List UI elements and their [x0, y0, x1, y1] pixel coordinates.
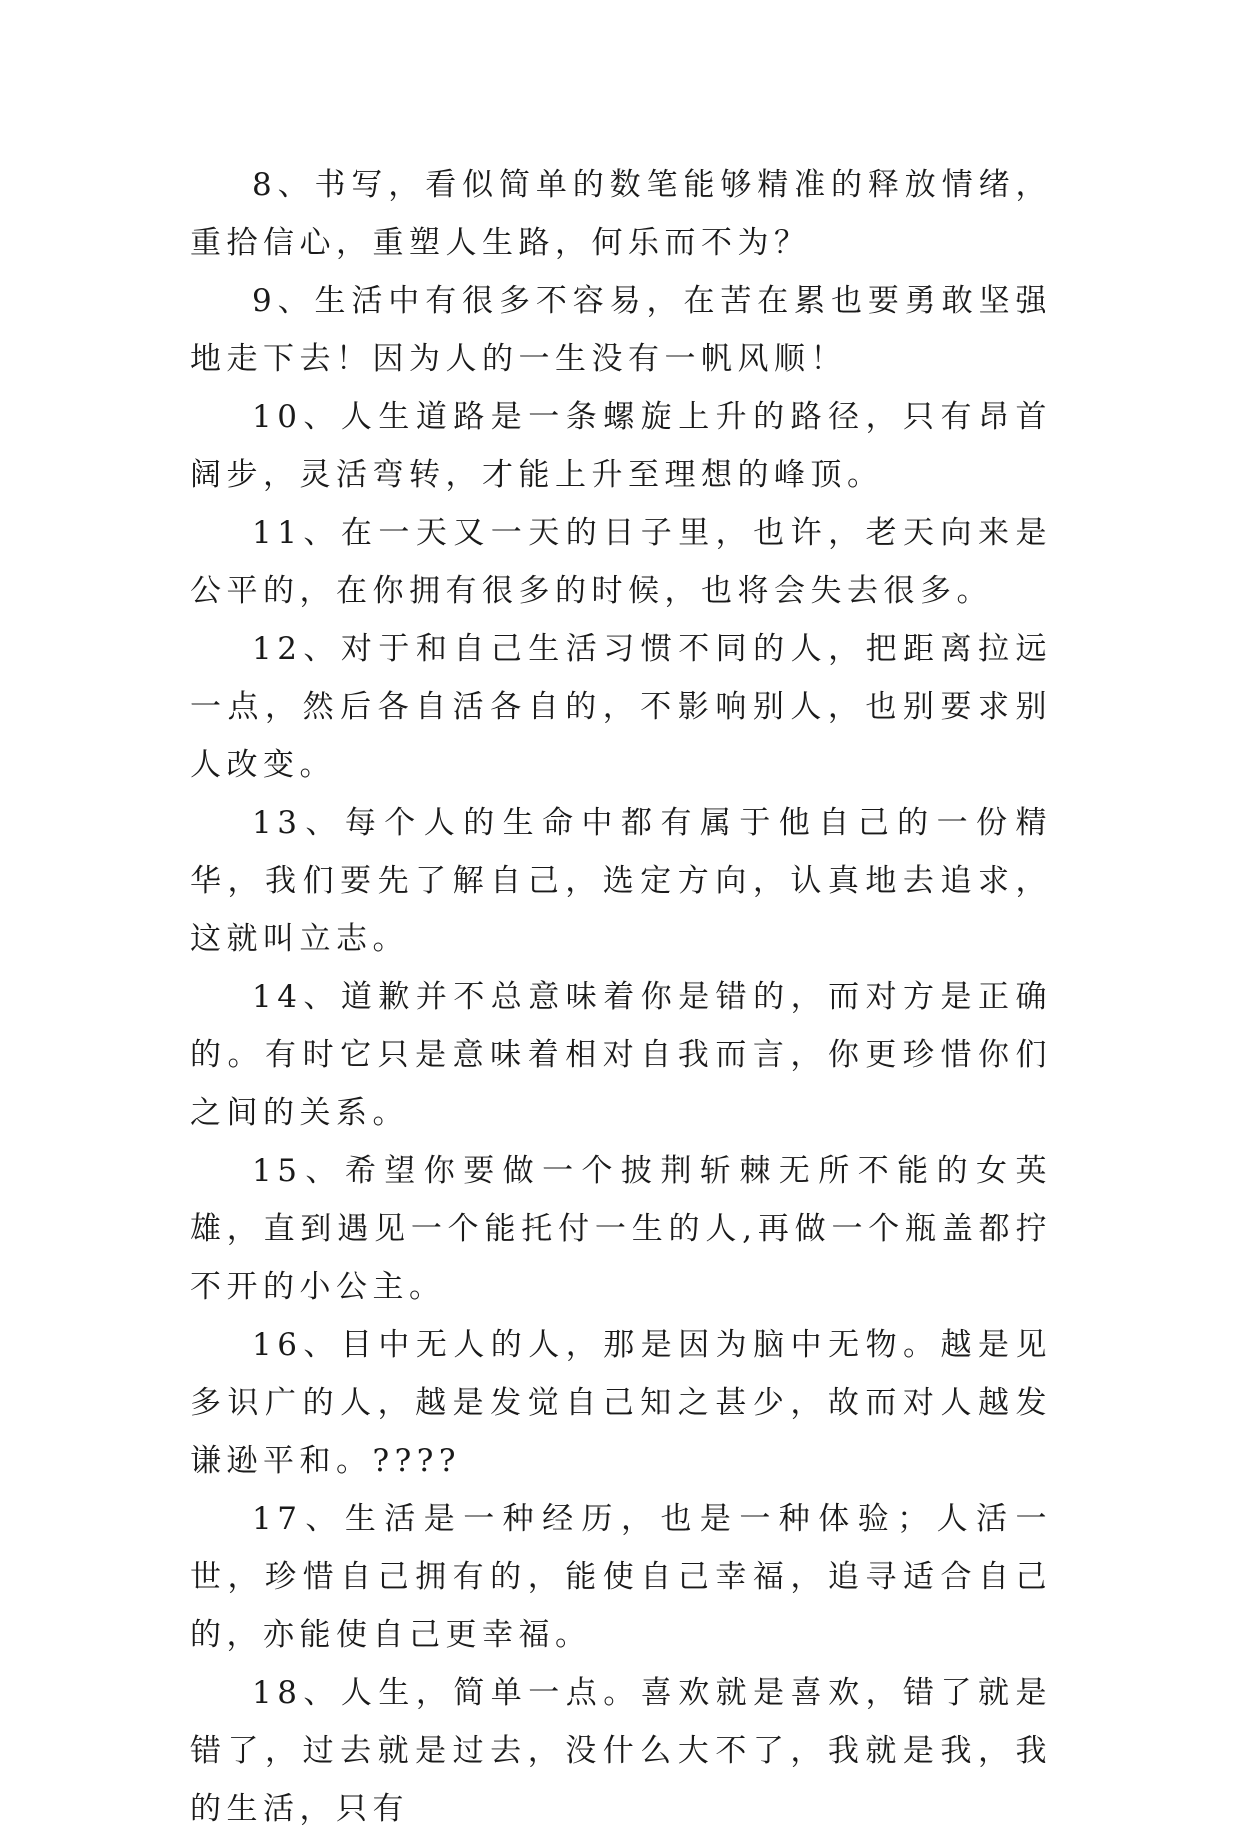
paragraph-17: 17、生活是一种经历，也是一种体验；人活一世，珍惜自己拥有的，能使自己幸福，追寻适合自己的，亦能使自己更幸福。 [190, 1501, 1052, 1653]
paragraph-16: 16、目中无人的人，那是因为脑中无物。越是见多识广的人，越是发觉自己知之甚少，故而对人越发谦逊平和。???? [190, 1327, 1052, 1479]
paragraph-12: 12、对于和自己生活习惯不同的人，把距离拉远一点，然后各自活各自的，不影响别人，也别要求别人改变。 [190, 631, 1052, 783]
paragraph-18: 18、人生，简单一点。喜欢就是喜欢，错了就是错了，过去就是过去，没什么大不了，我就是我，我的生活，只有 [190, 1675, 1052, 1827]
paragraph-9: 9、生活中有很多不容易，在苦在累也要勇敢坚强地走下去！因为人的一生没有一帆风顺！ [190, 283, 1052, 377]
paragraph-13: 13、每个人的生命中都有属于他自己的一份精华，我们要先了解自己，选定方向，认真地去追求，这就叫立志。 [190, 805, 1052, 957]
document-body [190, 156, 1052, 1838]
paragraph-15: 15、希望你要做一个披荆斩棘无所不能的女英雄，直到遇见一个能托付一生的人,再做一个瓶盖都拧不开的小公主。 [190, 1153, 1052, 1305]
paragraph-8: 8、书写，看似简单的数笔能够精准的释放情绪，重拾信心，重塑人生路，何乐而不为？ [190, 167, 1052, 261]
paragraph-10: 10、人生道路是一条螺旋上升的路径，只有昂首阔步，灵活弯转，才能上升至理想的峰顶。 [190, 399, 1052, 493]
paragraph-11: 11、在一天又一天的日子里，也许，老天向来是公平的，在你拥有很多的时候，也将会失去很多。 [190, 515, 1052, 609]
paragraph-14: 14、道歉并不总意味着你是错的，而对方是正确的。有时它只是意味着相对自我而言，你更珍惜你们之间的关系。 [190, 979, 1052, 1131]
